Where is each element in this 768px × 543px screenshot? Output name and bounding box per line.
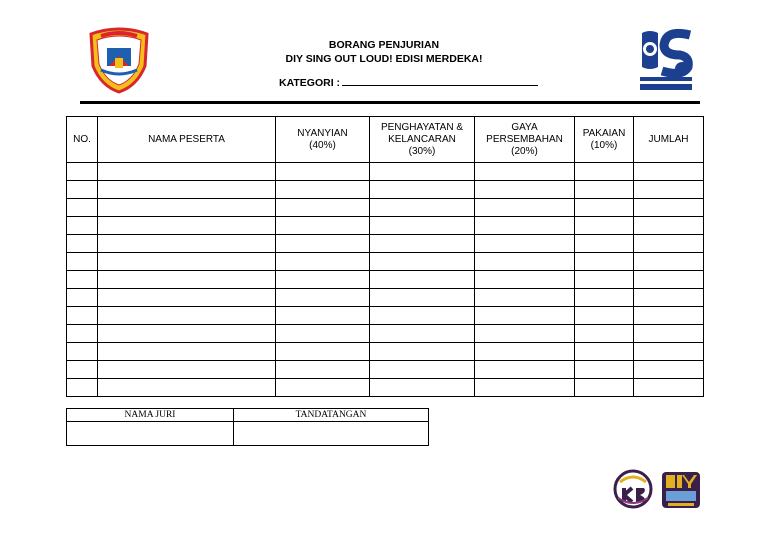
- score-cell[interactable]: [98, 343, 276, 361]
- column-header: JUMLAH: [634, 117, 704, 163]
- score-cell[interactable]: [634, 163, 704, 181]
- table-row: [67, 253, 704, 271]
- score-cell[interactable]: [370, 289, 475, 307]
- judge-table-header: [67, 409, 429, 422]
- score-cell[interactable]: [475, 271, 575, 289]
- score-cell[interactable]: [276, 199, 370, 217]
- table-row: [67, 343, 704, 361]
- score-table-header: [67, 117, 704, 163]
- score-cell[interactable]: [475, 253, 575, 271]
- score-cell[interactable]: [98, 379, 276, 397]
- form-subtitle: DIY SING OUT LOUD! EDISI MERDEKA!: [285, 53, 483, 65]
- score-cell[interactable]: [370, 343, 475, 361]
- table-row: [67, 181, 704, 199]
- score-cell[interactable]: [575, 217, 634, 235]
- column-header: GAYA PERSEMBAHAN (20%): [475, 117, 575, 163]
- score-cell[interactable]: [98, 271, 276, 289]
- circular-music-logo: [612, 468, 654, 510]
- score-cell[interactable]: [575, 289, 634, 307]
- score-cell[interactable]: [67, 217, 98, 235]
- score-cell[interactable]: [67, 289, 98, 307]
- score-cell[interactable]: [276, 163, 370, 181]
- score-cell[interactable]: [67, 307, 98, 325]
- score-cell[interactable]: [634, 307, 704, 325]
- score-cell[interactable]: [276, 343, 370, 361]
- table-row: [67, 217, 704, 235]
- score-cell[interactable]: [370, 217, 475, 235]
- score-cell[interactable]: [370, 361, 475, 379]
- column-header: PAKAIAN (10%): [575, 117, 634, 163]
- score-cell[interactable]: [276, 181, 370, 199]
- score-cell[interactable]: [475, 235, 575, 253]
- score-cell[interactable]: [276, 217, 370, 235]
- score-cell[interactable]: [575, 343, 634, 361]
- score-cell[interactable]: [634, 361, 704, 379]
- score-cell[interactable]: [634, 343, 704, 361]
- table-row: [67, 271, 704, 289]
- score-cell[interactable]: [67, 271, 98, 289]
- score-cell[interactable]: [67, 253, 98, 271]
- table-row: [67, 307, 704, 325]
- score-cell[interactable]: [276, 325, 370, 343]
- judge-signature-cell[interactable]: [234, 422, 429, 446]
- score-table: [66, 116, 704, 397]
- score-cell[interactable]: [475, 361, 575, 379]
- score-cell[interactable]: [475, 379, 575, 397]
- score-cell[interactable]: [634, 253, 704, 271]
- score-cell[interactable]: [67, 379, 98, 397]
- score-cell[interactable]: [98, 217, 276, 235]
- score-cell[interactable]: [634, 271, 704, 289]
- column-header: NAMA PESERTA: [98, 117, 276, 163]
- table-row: [67, 289, 704, 307]
- judge-name-cell[interactable]: [67, 422, 234, 446]
- score-cell[interactable]: [634, 325, 704, 343]
- judge-column-header: TANDATANGAN: [234, 409, 429, 422]
- score-cell[interactable]: [475, 217, 575, 235]
- kategori-field: [279, 77, 538, 89]
- score-cell[interactable]: [475, 325, 575, 343]
- score-cell[interactable]: [575, 163, 634, 181]
- score-cell[interactable]: [276, 253, 370, 271]
- score-cell[interactable]: [98, 253, 276, 271]
- score-cell[interactable]: [575, 379, 634, 397]
- header-divider: [80, 101, 700, 104]
- kategori-label: KATEGORI :: [279, 77, 341, 89]
- score-cell[interactable]: [634, 289, 704, 307]
- score-cell[interactable]: [370, 379, 475, 397]
- judge-signature-table: [66, 408, 429, 446]
- score-cell[interactable]: [575, 235, 634, 253]
- score-cell[interactable]: [276, 307, 370, 325]
- score-cell[interactable]: [98, 289, 276, 307]
- score-cell[interactable]: [575, 253, 634, 271]
- score-cell[interactable]: [98, 181, 276, 199]
- table-row: [67, 325, 704, 343]
- score-table-body: [67, 163, 704, 397]
- score-cell[interactable]: [575, 199, 634, 217]
- table-row: [67, 235, 704, 253]
- score-cell[interactable]: [575, 307, 634, 325]
- column-header: PENGHAYATAN & KELANCARAN (30%): [370, 117, 475, 163]
- score-cell[interactable]: [98, 235, 276, 253]
- form-title: BORANG PENJURIAN: [328, 39, 440, 51]
- table-row: [67, 379, 704, 397]
- score-cell[interactable]: [67, 325, 98, 343]
- score-cell[interactable]: [370, 271, 475, 289]
- score-cell[interactable]: [475, 199, 575, 217]
- score-cell[interactable]: [370, 199, 475, 217]
- score-cell[interactable]: [634, 181, 704, 199]
- score-cell[interactable]: [370, 253, 475, 271]
- score-cell[interactable]: [98, 163, 276, 181]
- score-cell[interactable]: [370, 307, 475, 325]
- score-cell[interactable]: [276, 289, 370, 307]
- score-cell[interactable]: [575, 325, 634, 343]
- column-header: NYANYIAN (40%): [276, 117, 370, 163]
- score-cell[interactable]: [475, 163, 575, 181]
- score-cell[interactable]: [475, 289, 575, 307]
- table-row: [67, 361, 704, 379]
- score-cell[interactable]: [575, 271, 634, 289]
- score-cell[interactable]: [67, 181, 98, 199]
- score-cell[interactable]: [98, 307, 276, 325]
- score-cell[interactable]: [67, 361, 98, 379]
- score-cell[interactable]: [98, 361, 276, 379]
- score-cell[interactable]: [634, 199, 704, 217]
- score-cell[interactable]: [475, 343, 575, 361]
- score-cell[interactable]: [634, 217, 704, 235]
- score-cell[interactable]: [276, 379, 370, 397]
- score-cell[interactable]: [370, 181, 475, 199]
- kategori-blank-line: [342, 77, 538, 86]
- score-cell[interactable]: [575, 361, 634, 379]
- score-cell[interactable]: [475, 307, 575, 325]
- score-cell[interactable]: [370, 235, 475, 253]
- score-cell[interactable]: [575, 181, 634, 199]
- score-cell[interactable]: [67, 343, 98, 361]
- table-row: [67, 199, 704, 217]
- column-header: NO.: [67, 117, 98, 163]
- score-cell[interactable]: [634, 379, 704, 397]
- score-cell[interactable]: [370, 163, 475, 181]
- score-cell[interactable]: [276, 235, 370, 253]
- 25th-anniversary-logo: [636, 27, 696, 93]
- score-cell[interactable]: [370, 325, 475, 343]
- score-cell[interactable]: [475, 181, 575, 199]
- score-cell[interactable]: [276, 361, 370, 379]
- score-cell[interactable]: [98, 199, 276, 217]
- score-cell[interactable]: [634, 235, 704, 253]
- diy-sing-logo: [660, 470, 702, 510]
- table-row: [67, 163, 704, 181]
- score-cell[interactable]: [98, 325, 276, 343]
- judge-table-row: [67, 422, 429, 446]
- score-cell[interactable]: [67, 235, 98, 253]
- score-cell[interactable]: [276, 271, 370, 289]
- score-cell[interactable]: [67, 199, 98, 217]
- judge-column-header: NAMA JURI: [67, 409, 234, 422]
- score-cell[interactable]: [67, 163, 98, 181]
